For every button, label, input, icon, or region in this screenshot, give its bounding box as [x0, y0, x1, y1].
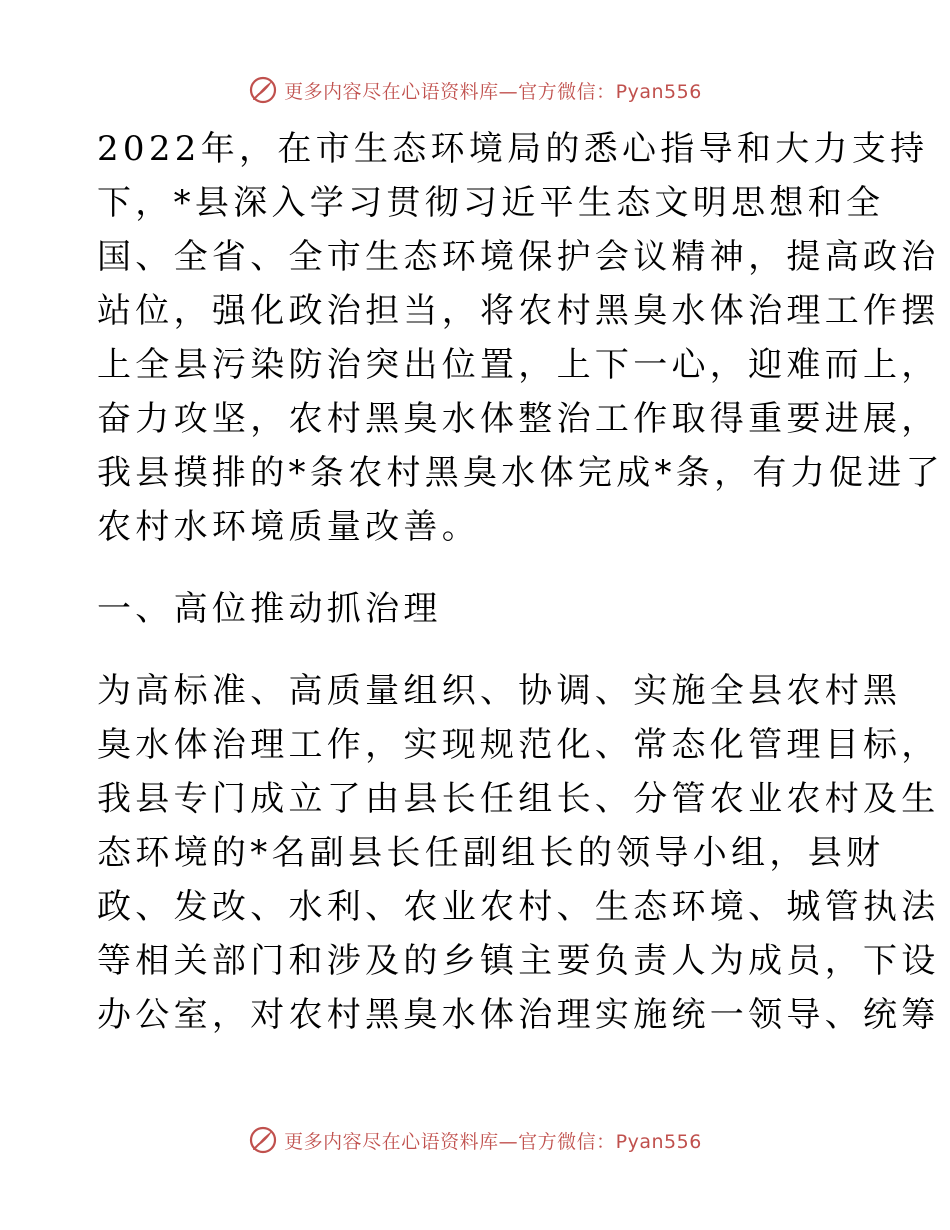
paragraph [97, 664, 940, 1042]
text-line: 下，*县深入学习贯彻习近平生态文明思想和全 [97, 183, 885, 223]
text-line: 我县摸排的*条农村黑臭水体完成*条，有力促进了 [97, 453, 944, 493]
text-line: 为高标准、高质量组织、协调、实施全县农村黑 [97, 671, 902, 711]
text-line: 等相关部门和涉及的乡镇主要负责人为成员，下设 [97, 941, 940, 981]
text-line: 政、发改、水利、农业农村、生态环境、城管执法 [97, 887, 940, 927]
text-line: 上全县污染防治突出位置，上下一心，迎难而上， [97, 345, 940, 385]
watermark-text: 更多内容尽在心语资料库—官方微信：Pyan556 [284, 1130, 702, 1153]
text-line: 站位，强化政治担当，将农村黑臭水体治理工作摆 [97, 291, 940, 331]
section-heading: 一、高位推动抓治理 [97, 589, 442, 629]
text-line: 奋力攻坚，农村黑臭水体整治工作取得重要进展， [97, 399, 940, 439]
quill-logo-icon [248, 1125, 278, 1155]
text-line: 2022年，在市生态环境局的悉心指导和大力支持 [97, 129, 929, 169]
document-body [97, 122, 944, 1042]
quill-logo-icon [248, 75, 278, 105]
text-line: 我县专门成立了由县长任组长、分管农业农村及生 [97, 779, 940, 819]
text-line: 办公室，对农村黑臭水体治理实施统一领导、统筹 [97, 995, 940, 1035]
footer-watermark [0, 1120, 950, 1160]
text-line: 态环境的*名副县长任副组长的领导小组，县财 [97, 833, 885, 873]
text-line: 农村水环境质量改善。 [97, 507, 480, 547]
watermark-text: 更多内容尽在心语资料库—官方微信：Pyan556 [284, 80, 702, 103]
text-line: 臭水体治理工作，实现规范化、常态化管理目标， [97, 725, 940, 765]
paragraph [97, 122, 944, 554]
header-watermark [0, 70, 950, 110]
text-line: 国、全省、全市生态环境保护会议精神，提高政治 [97, 237, 940, 277]
